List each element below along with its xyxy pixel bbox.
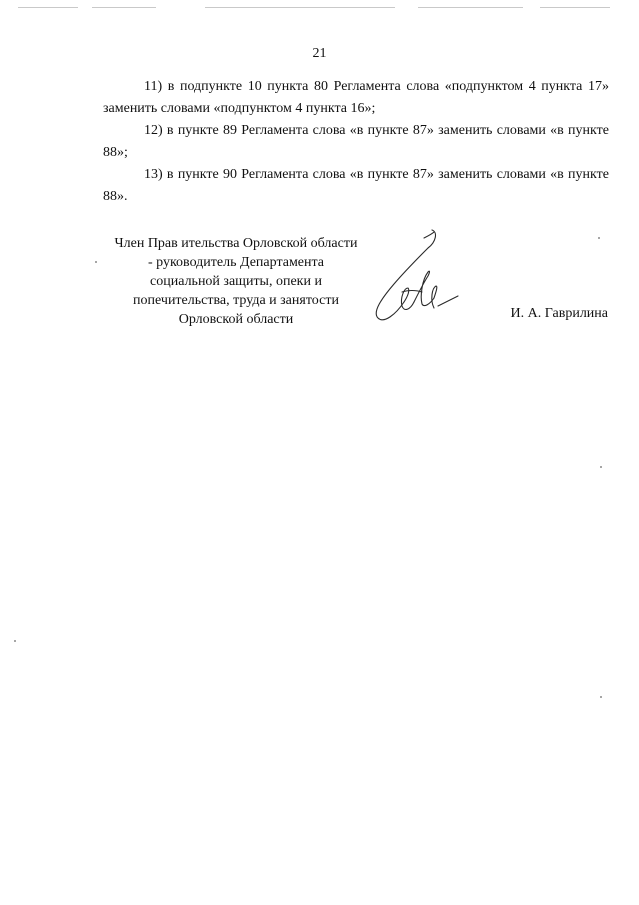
scan-speck: [600, 466, 602, 468]
scan-speck: [600, 696, 602, 698]
amendment-paragraph-13: 13) в пункте 90 Регламента слова «в пункте 87» заменить словами «в пункте 88».: [103, 167, 609, 204]
signer-position-line: социальной защиты, опеки и: [150, 274, 322, 289]
signer-name: И. А. Гаврилина: [510, 306, 608, 321]
signer-position-line: - руководитель Департамента: [147, 255, 325, 270]
amendment-paragraph-11: 11) в подпункте 10 пункта 80 Регламента слова «подпунктом 4 пункта 17» заменить словами «подпунктом 4 пункта 16»;: [103, 79, 609, 116]
signer-position: [96, 234, 376, 329]
signer-position-line: Член Прав ительства Орловской области: [114, 236, 358, 251]
scan-speck: [14, 640, 16, 642]
scan-artifact-line: [205, 7, 395, 8]
scan-artifact-line: [540, 7, 610, 8]
signer-position-line: Орловской области: [178, 312, 294, 327]
scan-speck: [598, 237, 600, 239]
scan-artifact-line: [418, 7, 523, 8]
scan-speck: [95, 261, 97, 263]
amendment-paragraph-12: 12) в пункте 89 Регламента слова «в пункте 87» заменить словами «в пункте 88»;: [103, 123, 609, 160]
scan-artifact-line: [92, 7, 156, 8]
handwritten-signature-icon: [364, 226, 464, 326]
scan-artifact-line: [18, 7, 78, 8]
signer-position-line: попечительства, труда и занятости: [133, 293, 339, 308]
page-number: 21: [312, 46, 327, 61]
